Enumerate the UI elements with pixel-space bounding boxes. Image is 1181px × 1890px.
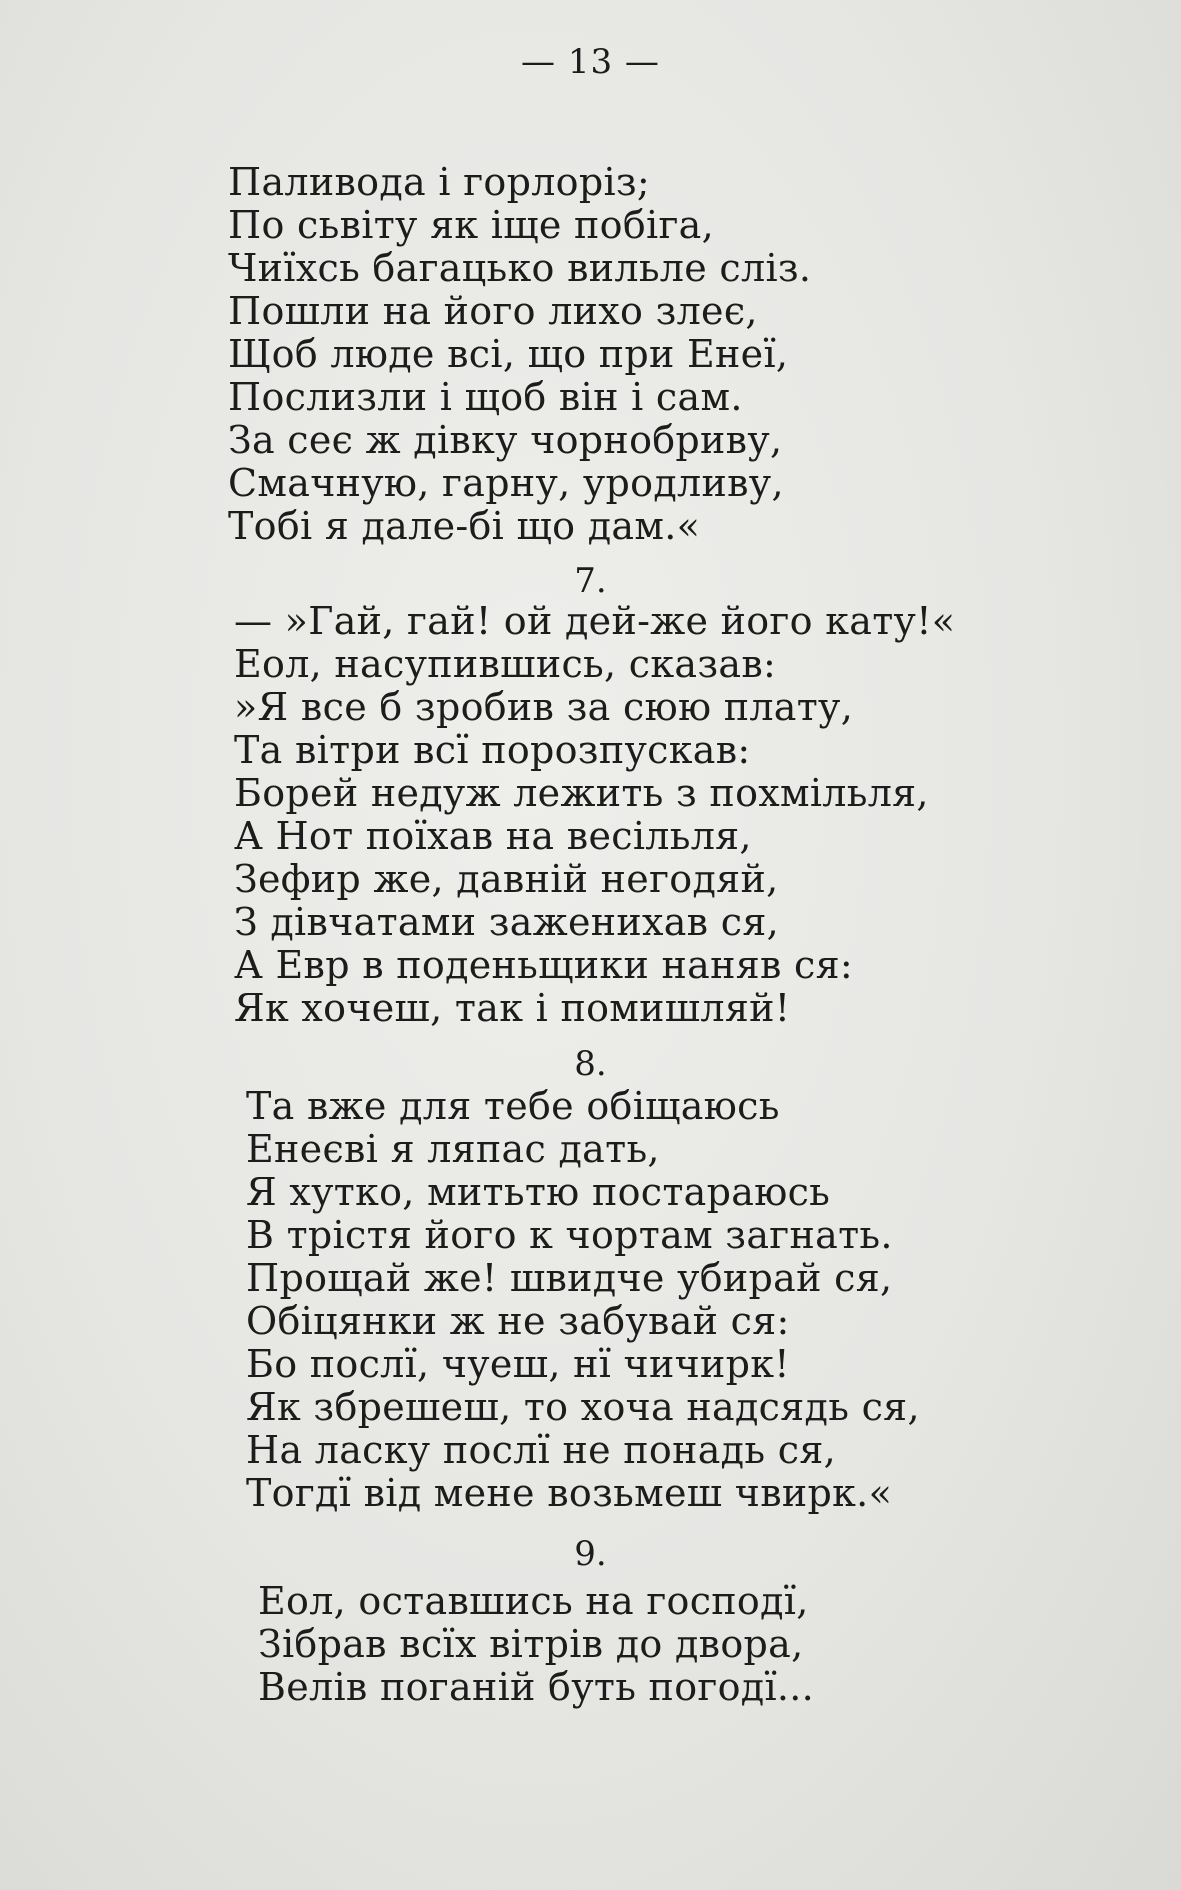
verse-line: — »Гай, гай! ой дей-же його кату!« <box>234 599 956 643</box>
verse-line: З дівчатами заженихав ся, <box>234 900 779 944</box>
verse-line: Пошли на його лихо злеє, <box>228 289 758 333</box>
verse-line: Прощай же! швидче убирай ся, <box>246 1256 893 1300</box>
verse-line: За сеє ж дівку чорнобриву, <box>228 418 783 462</box>
page-number: — 13 — <box>521 42 660 82</box>
verse-line: Паливода і горлоріз; <box>228 160 651 204</box>
verse-line: Еол, оставшись на господї, <box>258 1579 809 1623</box>
verse-line: Зефир же, давній негодяй, <box>234 857 779 901</box>
verse-line: »Я все б зробив за сюю плату, <box>234 685 854 729</box>
verse-line: Обіцянки ж не забувай ся: <box>246 1299 790 1343</box>
verse-line: Чиїхсь багацько вильле сліз. <box>228 246 812 290</box>
verse-line: Як хочеш, так і помишляй! <box>234 986 791 1030</box>
verse-line: Послизли і щоб він і сам. <box>228 375 743 419</box>
verse-line: Велів поганій буть погодї... <box>258 1665 815 1709</box>
verse-line: В трістя його к чортам загнать. <box>246 1213 893 1257</box>
verse-line: Тобі я дале-бі що дам.« <box>228 504 701 548</box>
verse-line: Зібрав всїх вітрів до двора, <box>258 1622 804 1666</box>
verse-line: Як збрешеш, то хоча надсядь ся, <box>246 1385 920 1429</box>
verse-line: Бо послї, чуеш, нї чичирк! <box>246 1342 790 1386</box>
verse-line: А Евр в поденьщики наняв ся: <box>234 943 853 987</box>
verse-line: Енеєві я ляпас дать, <box>246 1127 660 1171</box>
stanza-number: 9. <box>574 1534 607 1574</box>
verse-line: Смачную, гарну, уродливу, <box>228 461 784 505</box>
verse-line: По сьвіту як іще побіга, <box>228 203 715 247</box>
verse-line: Тогдї від мене возьмеш чвирк.« <box>246 1471 893 1515</box>
verse-line: Я хутко, митьтю постараюсь <box>246 1170 831 1214</box>
verse-line: Та вітри всї порозпускав: <box>234 728 751 772</box>
verse-line: Борей недуж лежить з похмільля, <box>234 771 929 815</box>
verse-line: А Нот поїхав на весільля, <box>234 814 752 858</box>
stanza-number: 8. <box>574 1044 607 1084</box>
verse-line: Та вже для тебе обіщаюсь <box>246 1084 780 1128</box>
verse-line: Щоб люде всі, що при Енеї, <box>228 332 789 376</box>
verse-line: На ласку послї не понадь ся, <box>246 1428 836 1472</box>
stanza-number: 7. <box>574 561 607 601</box>
verse-line: Еол, насупившись, сказав: <box>234 642 777 686</box>
